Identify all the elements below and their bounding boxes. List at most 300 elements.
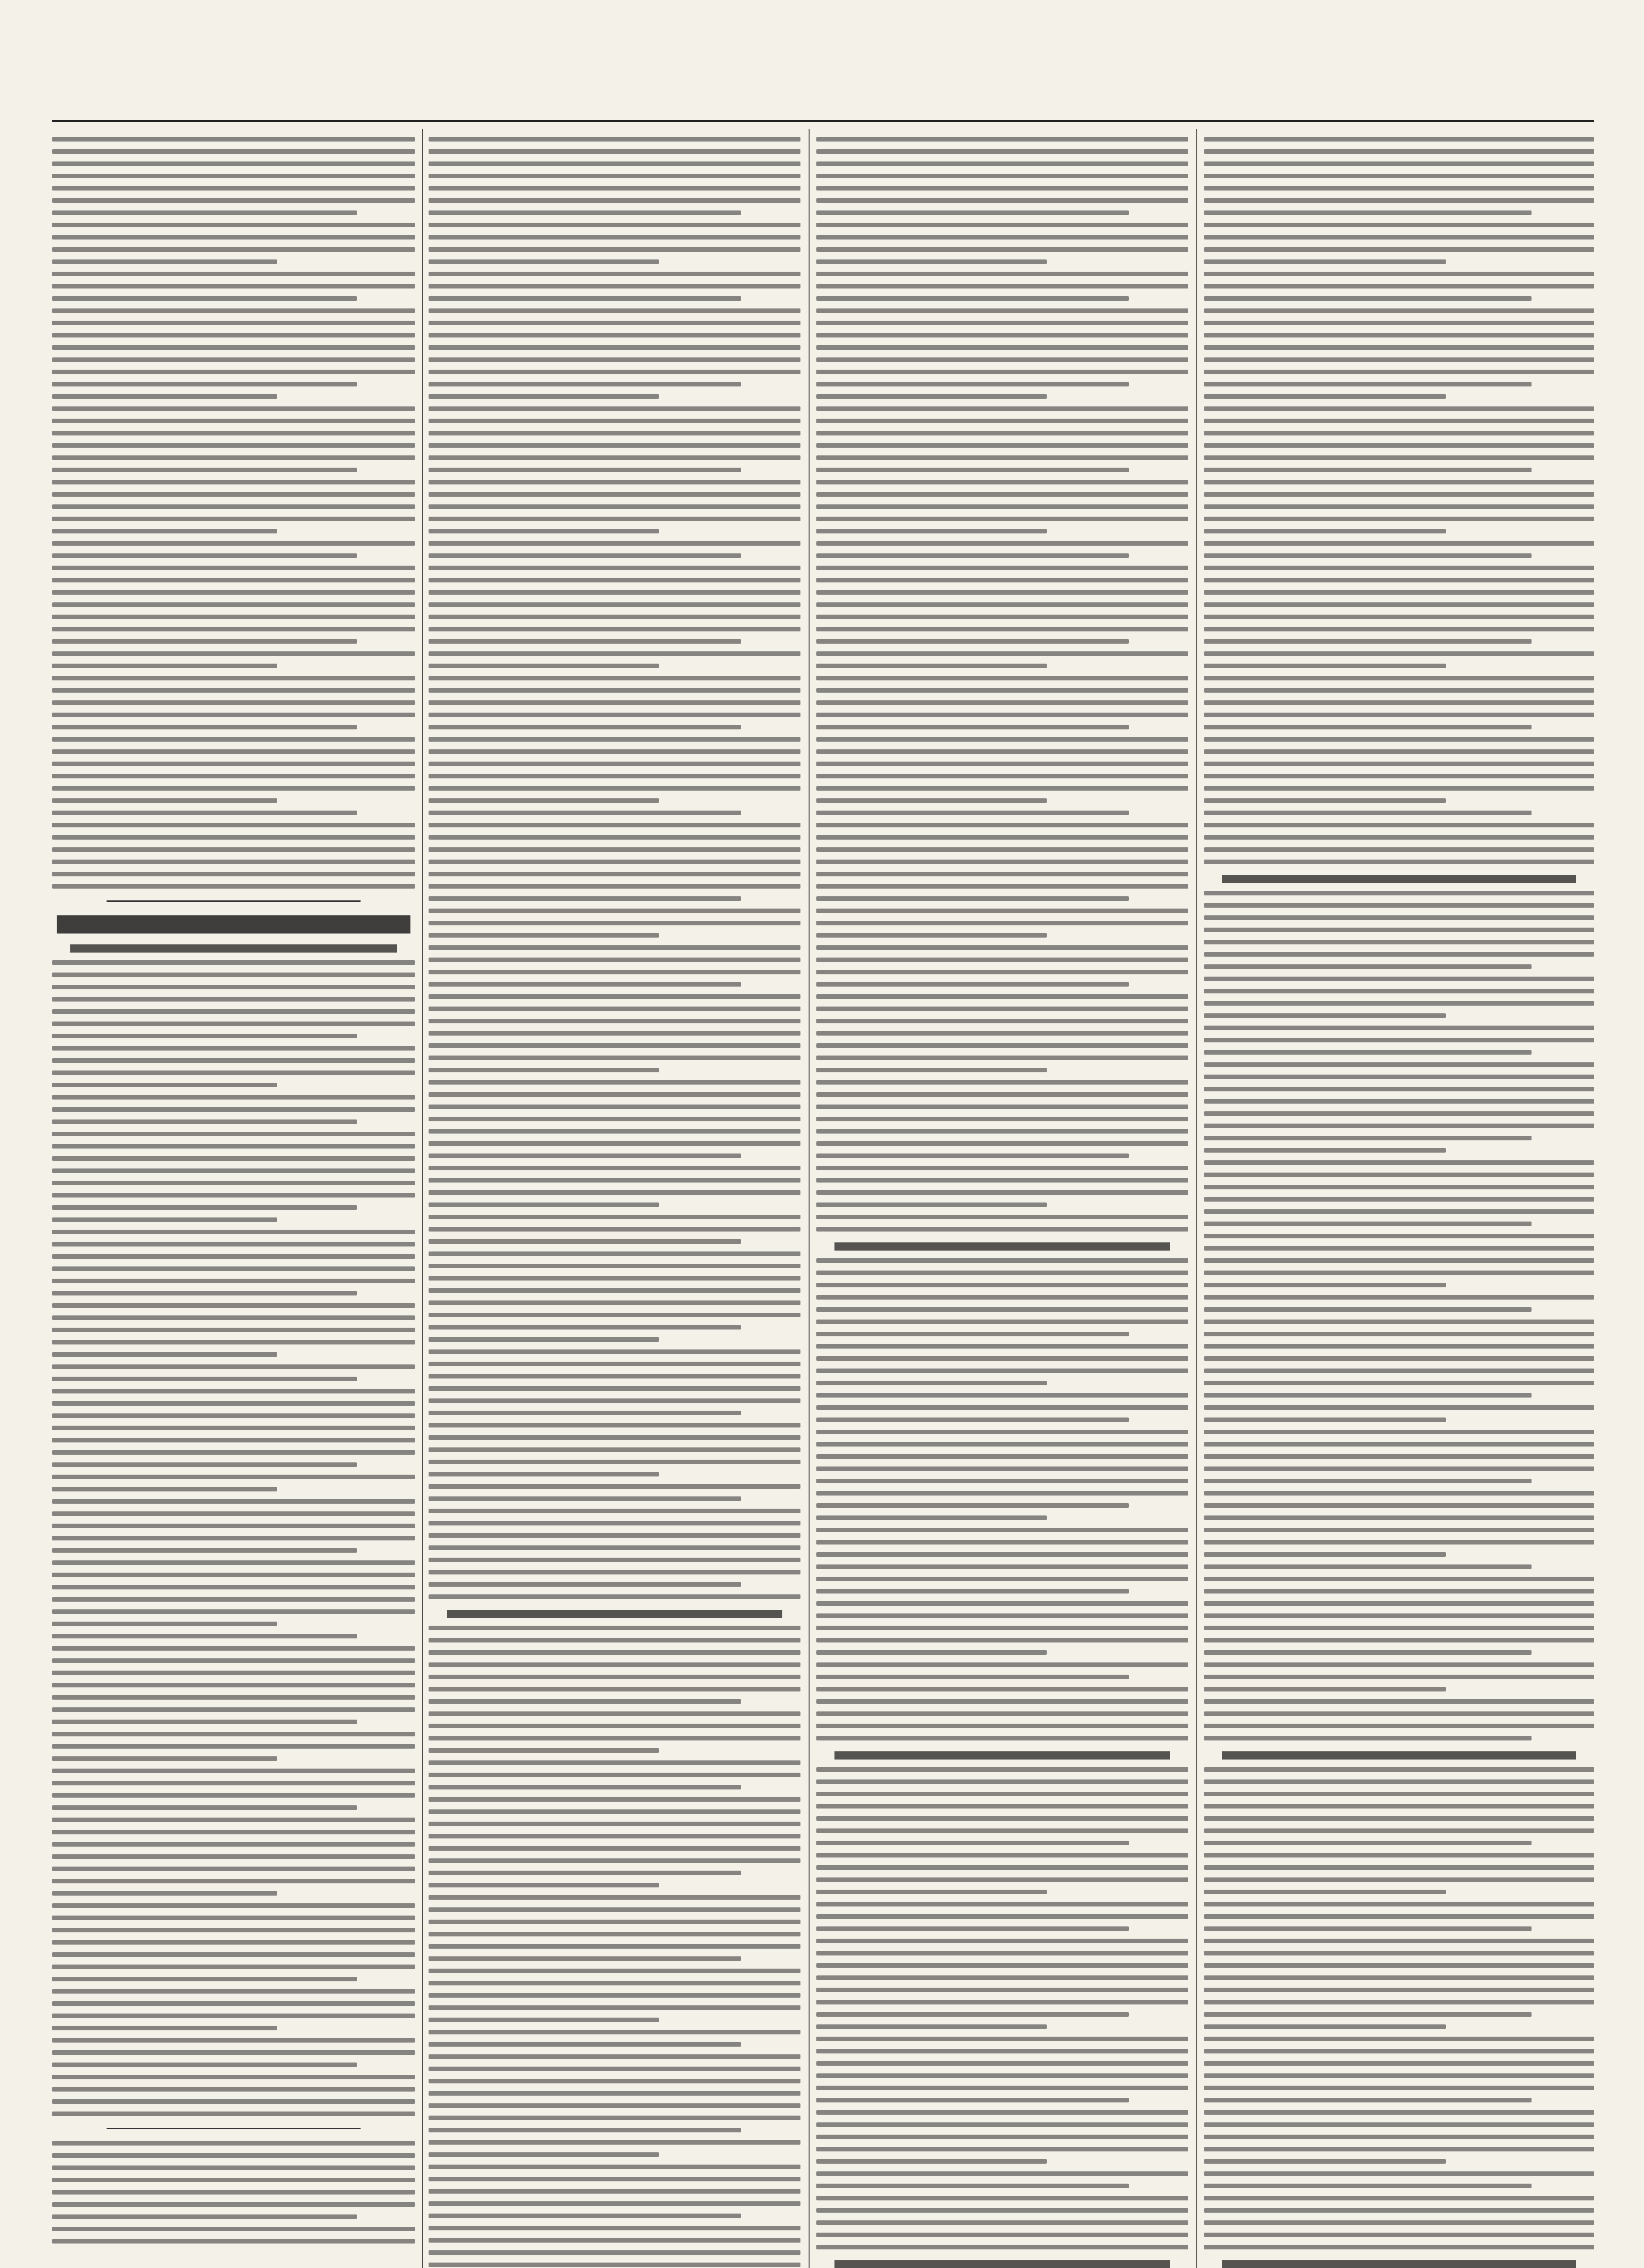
text-line (429, 1570, 800, 1574)
text-line (429, 982, 741, 987)
text-line (429, 1822, 800, 1826)
text-line (429, 1300, 800, 1305)
text-line (429, 553, 741, 558)
text-line (816, 1926, 1129, 1931)
text-line (1204, 1111, 1594, 1116)
text-line (816, 1662, 1188, 1667)
text-line (429, 1398, 800, 1403)
text-line (429, 1460, 800, 1464)
text-line (429, 1484, 800, 1489)
text-line (1204, 2024, 1446, 2029)
text-line (429, 872, 800, 876)
page-header (52, 93, 1594, 122)
text-line (429, 1736, 800, 1740)
text-line (816, 1515, 1047, 1520)
text-line (816, 2024, 1047, 2029)
text-line (1204, 786, 1594, 791)
text-line (816, 688, 1188, 693)
text-line (429, 1080, 800, 1085)
text-line (429, 615, 800, 619)
text-line (816, 161, 1188, 166)
text-line (52, 1291, 357, 1295)
text-line (429, 725, 741, 729)
text-line (429, 1374, 800, 1378)
column-4 (1204, 129, 1594, 2268)
text-line (816, 1638, 1188, 1642)
text-line (429, 1558, 800, 1562)
text-line (816, 566, 1188, 570)
text-line (1204, 1454, 1594, 1459)
text-line (429, 1748, 659, 1753)
text-line (429, 1785, 741, 1789)
text-line (52, 1340, 415, 1344)
text-line (816, 1828, 1188, 1833)
text-line (52, 455, 415, 460)
column-2 (429, 129, 800, 2268)
text-line (1204, 847, 1594, 852)
text-line (52, 529, 277, 533)
text-line (1204, 431, 1594, 435)
text-line (816, 455, 1188, 460)
text-line (1204, 1466, 1594, 1471)
text-line (1204, 1209, 1594, 1214)
text-line (429, 2140, 800, 2145)
text-line (429, 1239, 741, 1244)
text-line (52, 321, 415, 325)
text-line (816, 1393, 1188, 1398)
column-divider (1196, 129, 1197, 2268)
article-heading (1222, 1751, 1576, 1760)
text-line (1204, 1124, 1594, 1128)
text-line (1204, 455, 1594, 460)
text-line (816, 1613, 1188, 1618)
text-line (52, 223, 415, 227)
text-line (1204, 1369, 1594, 1373)
text-line (816, 1283, 1188, 1287)
text-line (52, 615, 415, 619)
text-line (816, 774, 1188, 778)
text-line (816, 2049, 1188, 2053)
text-line (1204, 1295, 1594, 1300)
text-line (429, 2238, 800, 2243)
text-line (1204, 2135, 1594, 2139)
text-line (52, 1462, 357, 1467)
text-line (52, 1548, 357, 1553)
text-line (52, 541, 415, 546)
text-line (429, 1883, 659, 1887)
text-line (429, 1472, 659, 1476)
text-line (52, 2153, 415, 2158)
text-line (816, 223, 1188, 227)
text-line (816, 1540, 1188, 1545)
text-line (429, 1724, 800, 1728)
text-line (1204, 578, 1594, 582)
text-line (52, 419, 415, 423)
text-line (816, 1816, 1188, 1821)
text-line (816, 1589, 1129, 1593)
text-line (429, 455, 800, 460)
text-line (429, 1638, 800, 1642)
text-line (52, 1573, 415, 1577)
text-line (429, 345, 800, 350)
text-line (52, 431, 415, 435)
text-line (816, 382, 1129, 386)
text-line (429, 749, 800, 754)
text-line (1204, 676, 1594, 680)
text-line (52, 468, 357, 472)
text-line (1204, 2122, 1594, 2127)
text-line (1204, 891, 1594, 895)
text-line (1204, 1816, 1594, 1821)
section-heading (57, 915, 410, 934)
text-line (1204, 903, 1594, 908)
text-line (52, 590, 415, 595)
text-line (1204, 1515, 1594, 1520)
text-line (52, 149, 415, 154)
text-line (816, 1258, 1188, 1263)
text-line (429, 1956, 741, 1961)
text-line (52, 1328, 415, 1332)
text-line (429, 1582, 741, 1587)
text-line (816, 1129, 1188, 1134)
text-line (52, 884, 415, 889)
text-line (52, 1536, 415, 1540)
text-line (1204, 1160, 1594, 1165)
text-line (816, 664, 1047, 668)
text-line (429, 1386, 800, 1391)
text-line (52, 1119, 357, 1124)
text-line (1204, 541, 1594, 546)
text-line (429, 884, 800, 889)
text-line (429, 921, 800, 925)
text-line (816, 357, 1188, 362)
text-line (816, 247, 1188, 252)
text-line (1204, 1332, 1594, 1336)
text-line (1204, 1792, 1594, 1796)
text-line (1204, 161, 1594, 166)
text-line (52, 1156, 415, 1161)
text-line (52, 847, 415, 852)
text-line (52, 1475, 415, 1479)
text-line (52, 713, 415, 717)
text-line (429, 1007, 800, 1011)
text-line (1204, 394, 1446, 399)
text-line (816, 149, 1188, 154)
text-line (429, 1411, 741, 1415)
text-line (429, 1349, 800, 1354)
text-line (1204, 798, 1446, 803)
text-line (816, 553, 1129, 558)
text-line (1204, 1914, 1594, 1919)
text-line (816, 333, 1188, 337)
text-line (816, 627, 1188, 631)
text-line (1204, 2208, 1594, 2213)
text-line (1204, 1865, 1594, 1870)
text-line (816, 394, 1047, 399)
text-line (816, 480, 1188, 484)
article-heading (447, 1610, 782, 1618)
text-line (816, 1007, 1188, 1011)
text-line (429, 504, 800, 509)
text-line (1204, 296, 1532, 301)
text-line (429, 774, 800, 778)
text-line (816, 1202, 1047, 1207)
text-line (816, 1951, 1188, 1955)
text-line (429, 161, 800, 166)
text-line (816, 2037, 1188, 2041)
text-line (52, 1634, 357, 1638)
text-line (52, 1867, 415, 1871)
text-line (429, 1435, 800, 1440)
text-line (816, 1307, 1188, 1312)
text-line (1204, 1877, 1594, 1882)
text-line (429, 382, 741, 386)
text-line (52, 1217, 277, 1222)
text-line (429, 1056, 800, 1060)
text-line (429, 1662, 800, 1667)
text-line (52, 786, 415, 791)
text-line (52, 1658, 415, 1663)
text-line (816, 1577, 1188, 1581)
text-line (52, 137, 415, 142)
text-line (429, 1699, 741, 1704)
text-line (816, 1227, 1188, 1232)
text-line (429, 2250, 800, 2255)
text-line (1204, 2233, 1594, 2237)
text-line (816, 2147, 1188, 2151)
text-line (429, 2226, 800, 2230)
text-line (429, 1178, 800, 1183)
text-line (816, 1295, 1188, 1300)
text-line (1204, 1222, 1532, 1226)
text-line (52, 960, 415, 965)
text-line (1204, 1626, 1594, 1630)
text-line (816, 2110, 1188, 2115)
text-line (1204, 1405, 1594, 1410)
text-line (429, 700, 800, 705)
text-line (429, 1202, 659, 1207)
text-line (429, 1166, 800, 1170)
text-line (52, 492, 415, 497)
text-line (816, 1466, 1188, 1471)
text-line (816, 1877, 1188, 1882)
text-line (52, 406, 415, 411)
text-line (816, 1564, 1188, 1569)
text-line (52, 174, 415, 178)
text-line (429, 2067, 800, 2071)
text-line (429, 970, 800, 974)
text-line (816, 296, 1129, 301)
text-line (52, 1413, 415, 1418)
text-line (1204, 1430, 1594, 1434)
text-line (52, 639, 357, 644)
text-line (429, 639, 741, 644)
text-line (52, 308, 415, 313)
text-line (429, 933, 659, 938)
text-line (816, 1939, 1188, 1943)
text-line (816, 982, 1129, 987)
text-line (1204, 308, 1594, 313)
text-line (52, 774, 415, 778)
text-line (52, 725, 357, 729)
text-line (429, 517, 800, 521)
text-line (1204, 1779, 1594, 1784)
text-line (52, 1034, 357, 1038)
text-line (429, 492, 800, 497)
text-line (429, 1969, 800, 1973)
text-line (429, 627, 800, 631)
text-line (52, 1193, 415, 1198)
text-line (429, 149, 800, 154)
text-line (1204, 627, 1594, 631)
text-line (816, 1068, 1047, 1072)
text-line (429, 1846, 800, 1851)
text-line (429, 2054, 800, 2059)
text-line (1204, 1577, 1594, 1581)
text-line (1204, 1926, 1532, 1931)
text-line (52, 1830, 415, 1834)
text-line (1204, 419, 1594, 423)
text-line (52, 1891, 277, 1896)
text-line (52, 370, 415, 374)
text-line (429, 737, 800, 742)
text-line (52, 259, 277, 264)
text-line (52, 1132, 415, 1136)
text-line (1204, 1491, 1594, 1496)
text-line (1204, 529, 1446, 533)
text-line (1204, 1075, 1594, 1079)
text-line (816, 517, 1188, 521)
text-line (52, 1181, 415, 1185)
text-line (816, 1988, 1188, 1992)
text-line (429, 2263, 800, 2267)
text-line (816, 615, 1188, 619)
text-line (52, 1352, 277, 1357)
text-line (1204, 2184, 1532, 2188)
text-line (816, 1141, 1188, 1146)
text-line (1204, 1767, 1594, 1772)
text-line (1204, 915, 1594, 920)
text-line (52, 1266, 415, 1271)
text-line (1204, 137, 1594, 142)
text-line (52, 1989, 415, 1994)
text-line (429, 259, 659, 264)
text-line (816, 1601, 1188, 1606)
text-line (429, 541, 800, 546)
text-line (429, 823, 800, 827)
text-line (1204, 1234, 1594, 1238)
text-line (816, 2135, 1188, 2139)
text-line (816, 1430, 1188, 1434)
text-line (52, 1046, 415, 1051)
text-line (1204, 1148, 1446, 1153)
text-line (52, 1597, 415, 1602)
text-line (816, 1418, 1129, 1422)
text-line (429, 1154, 741, 1158)
text-line (52, 247, 415, 252)
text-line (816, 2196, 1188, 2200)
text-line (52, 2038, 415, 2043)
text-line (429, 272, 800, 276)
text-line (1204, 2220, 1594, 2225)
text-line (1204, 1675, 1594, 1679)
text-line (1204, 940, 1594, 944)
text-line (1204, 1307, 1532, 1312)
article-heading (834, 1751, 1170, 1760)
text-line (429, 1545, 800, 1550)
text-line (1204, 553, 1532, 558)
text-line (52, 2087, 415, 2092)
text-line (816, 1963, 1188, 1968)
text-line (429, 174, 800, 178)
text-line (1204, 186, 1594, 191)
text-line (816, 1552, 1188, 1557)
text-line (429, 1650, 800, 1655)
text-line (816, 2220, 1188, 2225)
text-line (429, 1834, 800, 1838)
text-line (52, 2165, 415, 2170)
separator (107, 900, 361, 902)
text-line (429, 308, 800, 313)
text-line (52, 1168, 415, 1173)
text-line (429, 2152, 659, 2157)
text-line (52, 2026, 277, 2030)
text-line (52, 198, 415, 203)
text-line (816, 860, 1188, 864)
column-1 (52, 129, 415, 2268)
text-line (816, 1804, 1188, 1809)
text-line (1204, 737, 1594, 742)
text-line (429, 1105, 800, 1109)
text-line (429, 1117, 800, 1121)
text-line (816, 578, 1188, 582)
column-divider (809, 129, 810, 2268)
text-line (429, 296, 741, 301)
text-line (1204, 2147, 1594, 2151)
text-line (52, 272, 415, 276)
text-line (52, 1389, 415, 1393)
text-line (816, 835, 1188, 840)
text-line (816, 1154, 1129, 1158)
text-line (52, 1364, 415, 1369)
text-line (52, 1609, 415, 1614)
text-line (1204, 1841, 1532, 1845)
text-line (1204, 1246, 1594, 1251)
text-line (816, 2171, 1188, 2176)
text-line (52, 2202, 415, 2207)
text-line (1204, 1062, 1594, 1067)
text-line (816, 1767, 1188, 1772)
text-line (1204, 2098, 1532, 2102)
text-line (1204, 688, 1594, 693)
text-line (429, 2201, 800, 2206)
text-line (816, 1031, 1188, 1036)
text-line (1204, 1344, 1594, 1349)
text-line (52, 1303, 415, 1308)
text-line (816, 933, 1047, 938)
text-line (429, 1337, 659, 1342)
text-line (429, 321, 800, 325)
text-line (52, 1977, 357, 1981)
text-line (816, 1792, 1188, 1796)
text-line (816, 2159, 1047, 2164)
text-line (816, 2184, 1129, 2188)
text-line (1204, 2110, 1594, 2115)
separator (107, 2128, 361, 2129)
text-line (1204, 602, 1594, 607)
text-line (429, 1920, 800, 1924)
text-line (429, 664, 659, 668)
